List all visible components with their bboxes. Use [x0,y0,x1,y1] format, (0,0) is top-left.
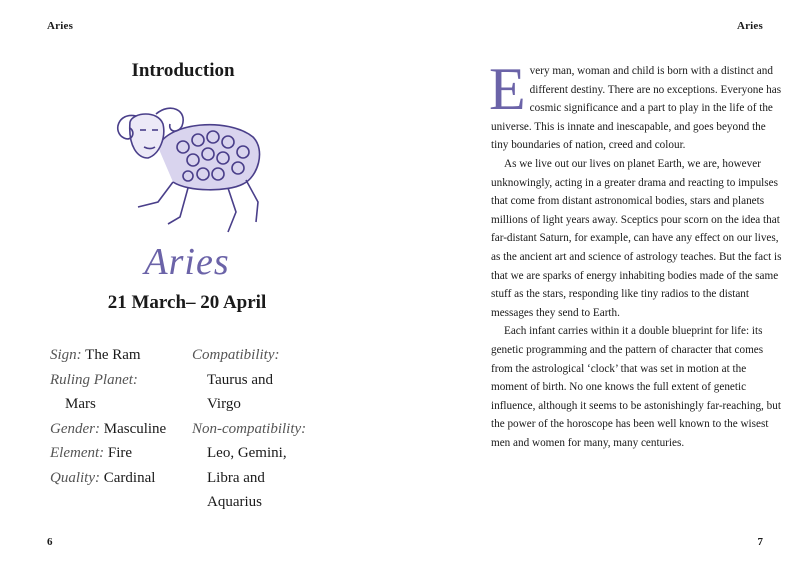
attributes-column-2 [192,343,306,515]
attributes-column-1 [50,343,166,490]
attr-non-compatibility: Non-compatibility: [192,420,307,437]
attr-gender: Gender: Masculine [50,420,167,437]
paragraph-2: As we live out our lives on planet Earth, we are, however unknowingly, acting in a greater drama and reacting to impulses that come from distant astronomical bodies, stars and planets millions of light years away. Sceptics pour scorn on the idea that far-distant Saturn, for example, can have any effect on our lives, as the ancient art and science of astrology teaches. But the fact is that we are sparks of energy inhabiting bodies made of the same stuff as the stars, responding like tiny radios to the distant messages they send to Earth. [491,157,782,319]
running-head-right: Aries [736,20,763,32]
date-range: 21 March– 20 April [107,292,267,313]
attr-compatibility-value-1: Taurus and [207,371,274,388]
paragraph-1: Every man, woman and child is born with a distinct and different destiny. There are no exceptions. Everyone has cosmic significance and a part to play in the life of the universe. This is innate and inescapable, and goes beyond the tiny boundaries of nation, creed and colour. [489,56,782,152]
paragraph-3: Each infant carries within it a double blueprint for life: its genetic programming and the pattern of character that comes from the astrological ‘clock’ that was set in motion at the moment of birth. No one knows the full extent of genetic influence, although it seems to be astonishingly far-reaching, but the power of the horoscope has been well known to the wisest men and women for many, many centuries. [491,325,781,449]
attr-compatibility-value-2: Virgo [207,396,241,412]
attr-quality: Quality: Cardinal [50,469,156,486]
ram-illustration-icon [108,92,268,242]
attr-non-compatibility-value-3: Aquarius [207,494,262,510]
script-sign-title: Aries [144,241,230,283]
page-number-right: 7 [757,536,763,548]
attr-sign: Sign: The Ram [50,347,141,363]
running-head-left: Aries [47,20,74,32]
attr-ruling-planet-value: Mars [65,396,96,412]
attr-ruling-planet: Ruling Planet: [50,371,138,388]
page-number-left: 6 [47,536,53,548]
attr-non-compatibility-value-2: Libra and [207,469,265,486]
drop-cap: E [489,56,526,122]
page-title: Introduction [131,60,235,81]
right-page [405,0,810,568]
attr-non-compatibility-value-1: Leo, Gemini, [207,445,287,461]
attr-element: Element: Fire [50,445,133,461]
attr-compatibility: Compatibility: [192,347,280,363]
body-text [489,56,783,452]
